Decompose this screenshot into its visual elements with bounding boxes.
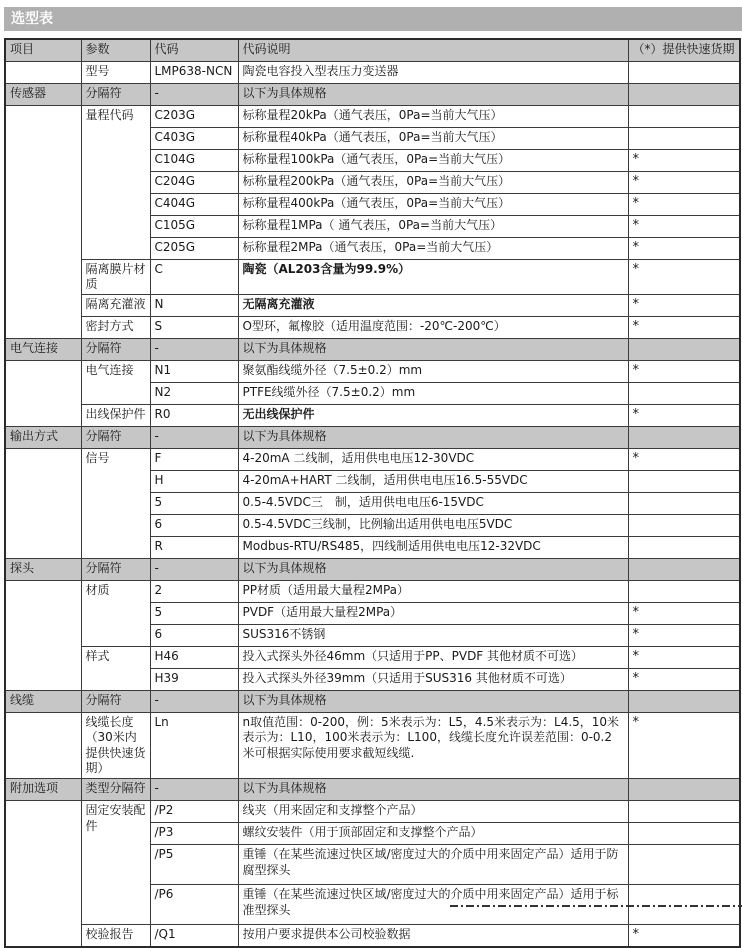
cell-code: C404G: [150, 193, 238, 215]
cell-fast: *: [628, 448, 740, 470]
cell-param: 隔离膜片材质: [81, 259, 150, 294]
cell-desc: O型环，氟橡胶（适用温度范围：-20℃-200℃）: [238, 316, 628, 338]
cell-code: H46: [150, 646, 238, 668]
col-header-fast: （*）提供快速货期: [628, 39, 740, 61]
cell-desc: 无出线保护件: [238, 404, 628, 426]
cell-desc: 标称量程40kPa（通气表压，0Pa=当前大气压）: [238, 127, 628, 149]
cell-fast: *: [628, 294, 740, 316]
cell-fast: *: [628, 712, 740, 778]
cell-param: 类型分隔符: [81, 779, 150, 801]
cell-code: F: [150, 448, 238, 470]
cell-fast: *: [628, 215, 740, 237]
cell-item: 线缆: [5, 690, 81, 712]
row-probe-separator: [5, 558, 740, 580]
col-header-code: 代码: [150, 39, 238, 61]
cell-fast: *: [628, 668, 740, 690]
cell-param: 校验报告: [81, 925, 150, 947]
cell-desc: 标称量程100kPa（通气表压，0Pa=当前大气压）: [238, 149, 628, 171]
cell-fast: *: [628, 171, 740, 193]
cell-code: -: [150, 426, 238, 448]
cell-param: 分隔符: [81, 690, 150, 712]
cell-desc: n取值范围：0-200，例：5米表示为：L5，4.5米表示为：L4.5，10米表示为：L10，100米表示为：L100，线缆长度允许误差范围：0-0.2米可根据实际使用要求截短线缆.: [238, 712, 628, 778]
cell-code: S: [150, 316, 238, 338]
cell-code: -: [150, 558, 238, 580]
cell-code: R: [150, 536, 238, 558]
cell-desc: 0.5-4.5VDC三线制，比例输出适用供电电压5VDC: [238, 514, 628, 536]
cell-item: 电气连接: [5, 338, 81, 360]
cell-param: 隔离充灌液: [81, 294, 150, 316]
cell-fast: *: [628, 237, 740, 259]
cell-item: [5, 105, 81, 338]
cell-desc: 0.5-4.5VDC三 制，适用供电电压6-15VDC: [238, 492, 628, 514]
col-header-param: 参数: [81, 39, 150, 61]
cell-param: 密封方式: [81, 316, 150, 338]
row-c203g: [5, 105, 740, 127]
cell-desc: 线夹（用来固定和支撑整个产品）: [238, 801, 628, 823]
cell-code: N: [150, 294, 238, 316]
cell-item: [5, 580, 81, 690]
cell-desc: 陶瓷（AL203含量为99.9%）: [238, 259, 628, 294]
cell-code: 5: [150, 602, 238, 624]
cell-param: 信号: [81, 448, 150, 558]
cell-param: 分隔符: [81, 558, 150, 580]
cell-param: 电气连接: [81, 360, 150, 404]
cell-fast: [628, 823, 740, 845]
row-p2: [5, 801, 740, 823]
cell-code: C403G: [150, 127, 238, 149]
cell-param: 出线保护件: [81, 404, 150, 426]
cell-code: /P3: [150, 823, 238, 845]
cell-desc: 陶瓷电容投入型表压力变送器: [238, 61, 628, 83]
cell-code: C205G: [150, 237, 238, 259]
cell-item: 附加选项: [5, 779, 81, 801]
cell-fast: *: [628, 404, 740, 426]
cell-code: C105G: [150, 215, 238, 237]
cell-code: C: [150, 259, 238, 294]
cell-fast: *: [628, 602, 740, 624]
cell-fast: [628, 690, 740, 712]
cell-fast: [628, 382, 740, 404]
cell-desc: 标称量程200kPa（通气表压，0Pa=当前大气压）: [238, 171, 628, 193]
cell-param: 样式: [81, 646, 150, 690]
cell-code: 6: [150, 514, 238, 536]
cell-desc: PTFE线缆外径（7.5±0.2）mm: [238, 382, 628, 404]
cell-desc: 以下为具体规格: [238, 426, 628, 448]
cell-desc: 标称量程1MPa（ 通气表压，0Pa=当前大气压）: [238, 215, 628, 237]
cell-item: 传感器: [5, 83, 81, 105]
cell-fast: [628, 83, 740, 105]
cell-item: 探头: [5, 558, 81, 580]
cell-code: /P6: [150, 885, 238, 925]
cell-fast: *: [628, 316, 740, 338]
cell-desc: PVDF（适用最大量程2MPa）: [238, 602, 628, 624]
row-cable-separator: [5, 690, 740, 712]
cell-item: 输出方式: [5, 426, 81, 448]
cell-fast: [628, 779, 740, 801]
cell-param: 分隔符: [81, 426, 150, 448]
cell-desc: 4-20mA 二线制，适用供电电压12-30VDC: [238, 448, 628, 470]
cell-param: 固定安装配件: [81, 801, 150, 925]
cell-fast: *: [628, 925, 740, 947]
cell-code: /P2: [150, 801, 238, 823]
row-seal: [5, 316, 740, 338]
cell-code: -: [150, 83, 238, 105]
cell-desc: 以下为具体规格: [238, 779, 628, 801]
page-break-dashes: [450, 905, 742, 907]
row-signal-f: [5, 448, 740, 470]
cell-desc: 以下为具体规格: [238, 338, 628, 360]
cell-fast: [628, 536, 740, 558]
row-cable-length: [5, 712, 740, 778]
cell-code: 2: [150, 580, 238, 602]
cell-fast: [628, 801, 740, 823]
cell-code: 6: [150, 624, 238, 646]
cell-code: -: [150, 690, 238, 712]
cell-desc: 投入式探头外径46mm（只适用于PP、PVDF 其他材质不可选）: [238, 646, 628, 668]
cell-desc: 标称量程2MPa（通气表压，0Pa=当前大气压）: [238, 237, 628, 259]
cell-code: -: [150, 779, 238, 801]
col-header-desc: 代码说明: [238, 39, 628, 61]
cell-fast: [628, 338, 740, 360]
cell-fast: [628, 514, 740, 536]
cell-item: [5, 712, 81, 778]
row-fill-fluid: [5, 294, 740, 316]
row-r0: [5, 404, 740, 426]
cell-code: Ln: [150, 712, 238, 778]
cell-fast: [628, 492, 740, 514]
cell-item: [5, 448, 81, 558]
row-diaphragm: [5, 259, 740, 294]
cell-desc: 标称量程20kPa（通气表压，0Pa=当前大气压）: [238, 105, 628, 127]
cell-desc: 螺纹安装件（用于顶部固定和支撑整个产品）: [238, 823, 628, 845]
cell-item: [5, 801, 81, 947]
cell-code: /Q1: [150, 925, 238, 947]
cell-code: N1: [150, 360, 238, 382]
cell-param: 型号: [81, 61, 150, 83]
cell-param: 材质: [81, 580, 150, 646]
cell-desc: PP材质（适用最大量程2MPa）: [238, 580, 628, 602]
cell-desc: 以下为具体规格: [238, 83, 628, 105]
row-addon-separator: [5, 779, 740, 801]
cell-fast: [628, 426, 740, 448]
cell-code: C203G: [150, 105, 238, 127]
cell-fast: [628, 105, 740, 127]
cell-code: N2: [150, 382, 238, 404]
cell-desc: 标称量程400kPa（通气表压，0Pa=当前大气压）: [238, 193, 628, 215]
selection-table: [4, 38, 741, 948]
cell-desc: 以下为具体规格: [238, 690, 628, 712]
cell-fast: [628, 845, 740, 885]
row-style-h46: [5, 646, 740, 668]
col-header-item: 项目: [5, 39, 81, 61]
cell-fast: [628, 580, 740, 602]
cell-code: H: [150, 470, 238, 492]
cell-desc: Modbus-RTU/RS485，四线制适用供电电压12-32VDC: [238, 536, 628, 558]
cell-code: 5: [150, 492, 238, 514]
page-title: 选型表: [4, 7, 742, 31]
row-model: [5, 61, 740, 83]
cell-param: 线缆长度（30米内提供快速货期）: [81, 712, 150, 778]
cell-param: 量程代码: [81, 105, 150, 259]
cell-item: [5, 61, 81, 83]
cell-code: -: [150, 338, 238, 360]
cell-fast: *: [628, 149, 740, 171]
cell-fast: *: [628, 193, 740, 215]
cell-code: H39: [150, 668, 238, 690]
cell-desc: 以下为具体规格: [238, 558, 628, 580]
cell-desc: 投入式探头外径39mm（只适用于SUS316 其他材质不可选）: [238, 668, 628, 690]
cell-desc: 重锤（在某些流速过快区域/密度过大的介质中用来固定产品）适用于标准型探头: [238, 885, 628, 925]
cell-fast: [628, 558, 740, 580]
cell-item: [5, 360, 81, 426]
row-q1: [5, 925, 740, 947]
cell-code: LMP638-NCN: [150, 61, 238, 83]
row-electrical-separator: [5, 338, 740, 360]
cell-fast: *: [628, 259, 740, 294]
row-n1: [5, 360, 740, 382]
cell-desc: SUS316不锈钢: [238, 624, 628, 646]
cell-desc: 重锤（在某些流速过快区域/密度过大的介质中用来固定产品）适用于防腐型探头: [238, 845, 628, 885]
cell-desc: 聚氨酯线缆外径（7.5±0.2）mm: [238, 360, 628, 382]
table-header-row: [5, 39, 740, 61]
cell-fast: *: [628, 360, 740, 382]
cell-code: /P5: [150, 845, 238, 885]
row-material-2: [5, 580, 740, 602]
cell-desc: 4-20mA+HART 二线制，适用供电电压16.5-55VDC: [238, 470, 628, 492]
cell-param: 分隔符: [81, 83, 150, 105]
cell-code: C204G: [150, 171, 238, 193]
cell-param: 分隔符: [81, 338, 150, 360]
cell-code: R0: [150, 404, 238, 426]
cell-fast: [628, 61, 740, 83]
row-sensor-separator: [5, 83, 740, 105]
row-output-separator: [5, 426, 740, 448]
cell-fast: [628, 470, 740, 492]
cell-code: C104G: [150, 149, 238, 171]
cell-fast: *: [628, 624, 740, 646]
cell-desc: 按用户要求提供本公司校验数据: [238, 925, 628, 947]
cell-desc: 无隔离充灌液: [238, 294, 628, 316]
cell-fast: [628, 127, 740, 149]
cell-fast: *: [628, 646, 740, 668]
